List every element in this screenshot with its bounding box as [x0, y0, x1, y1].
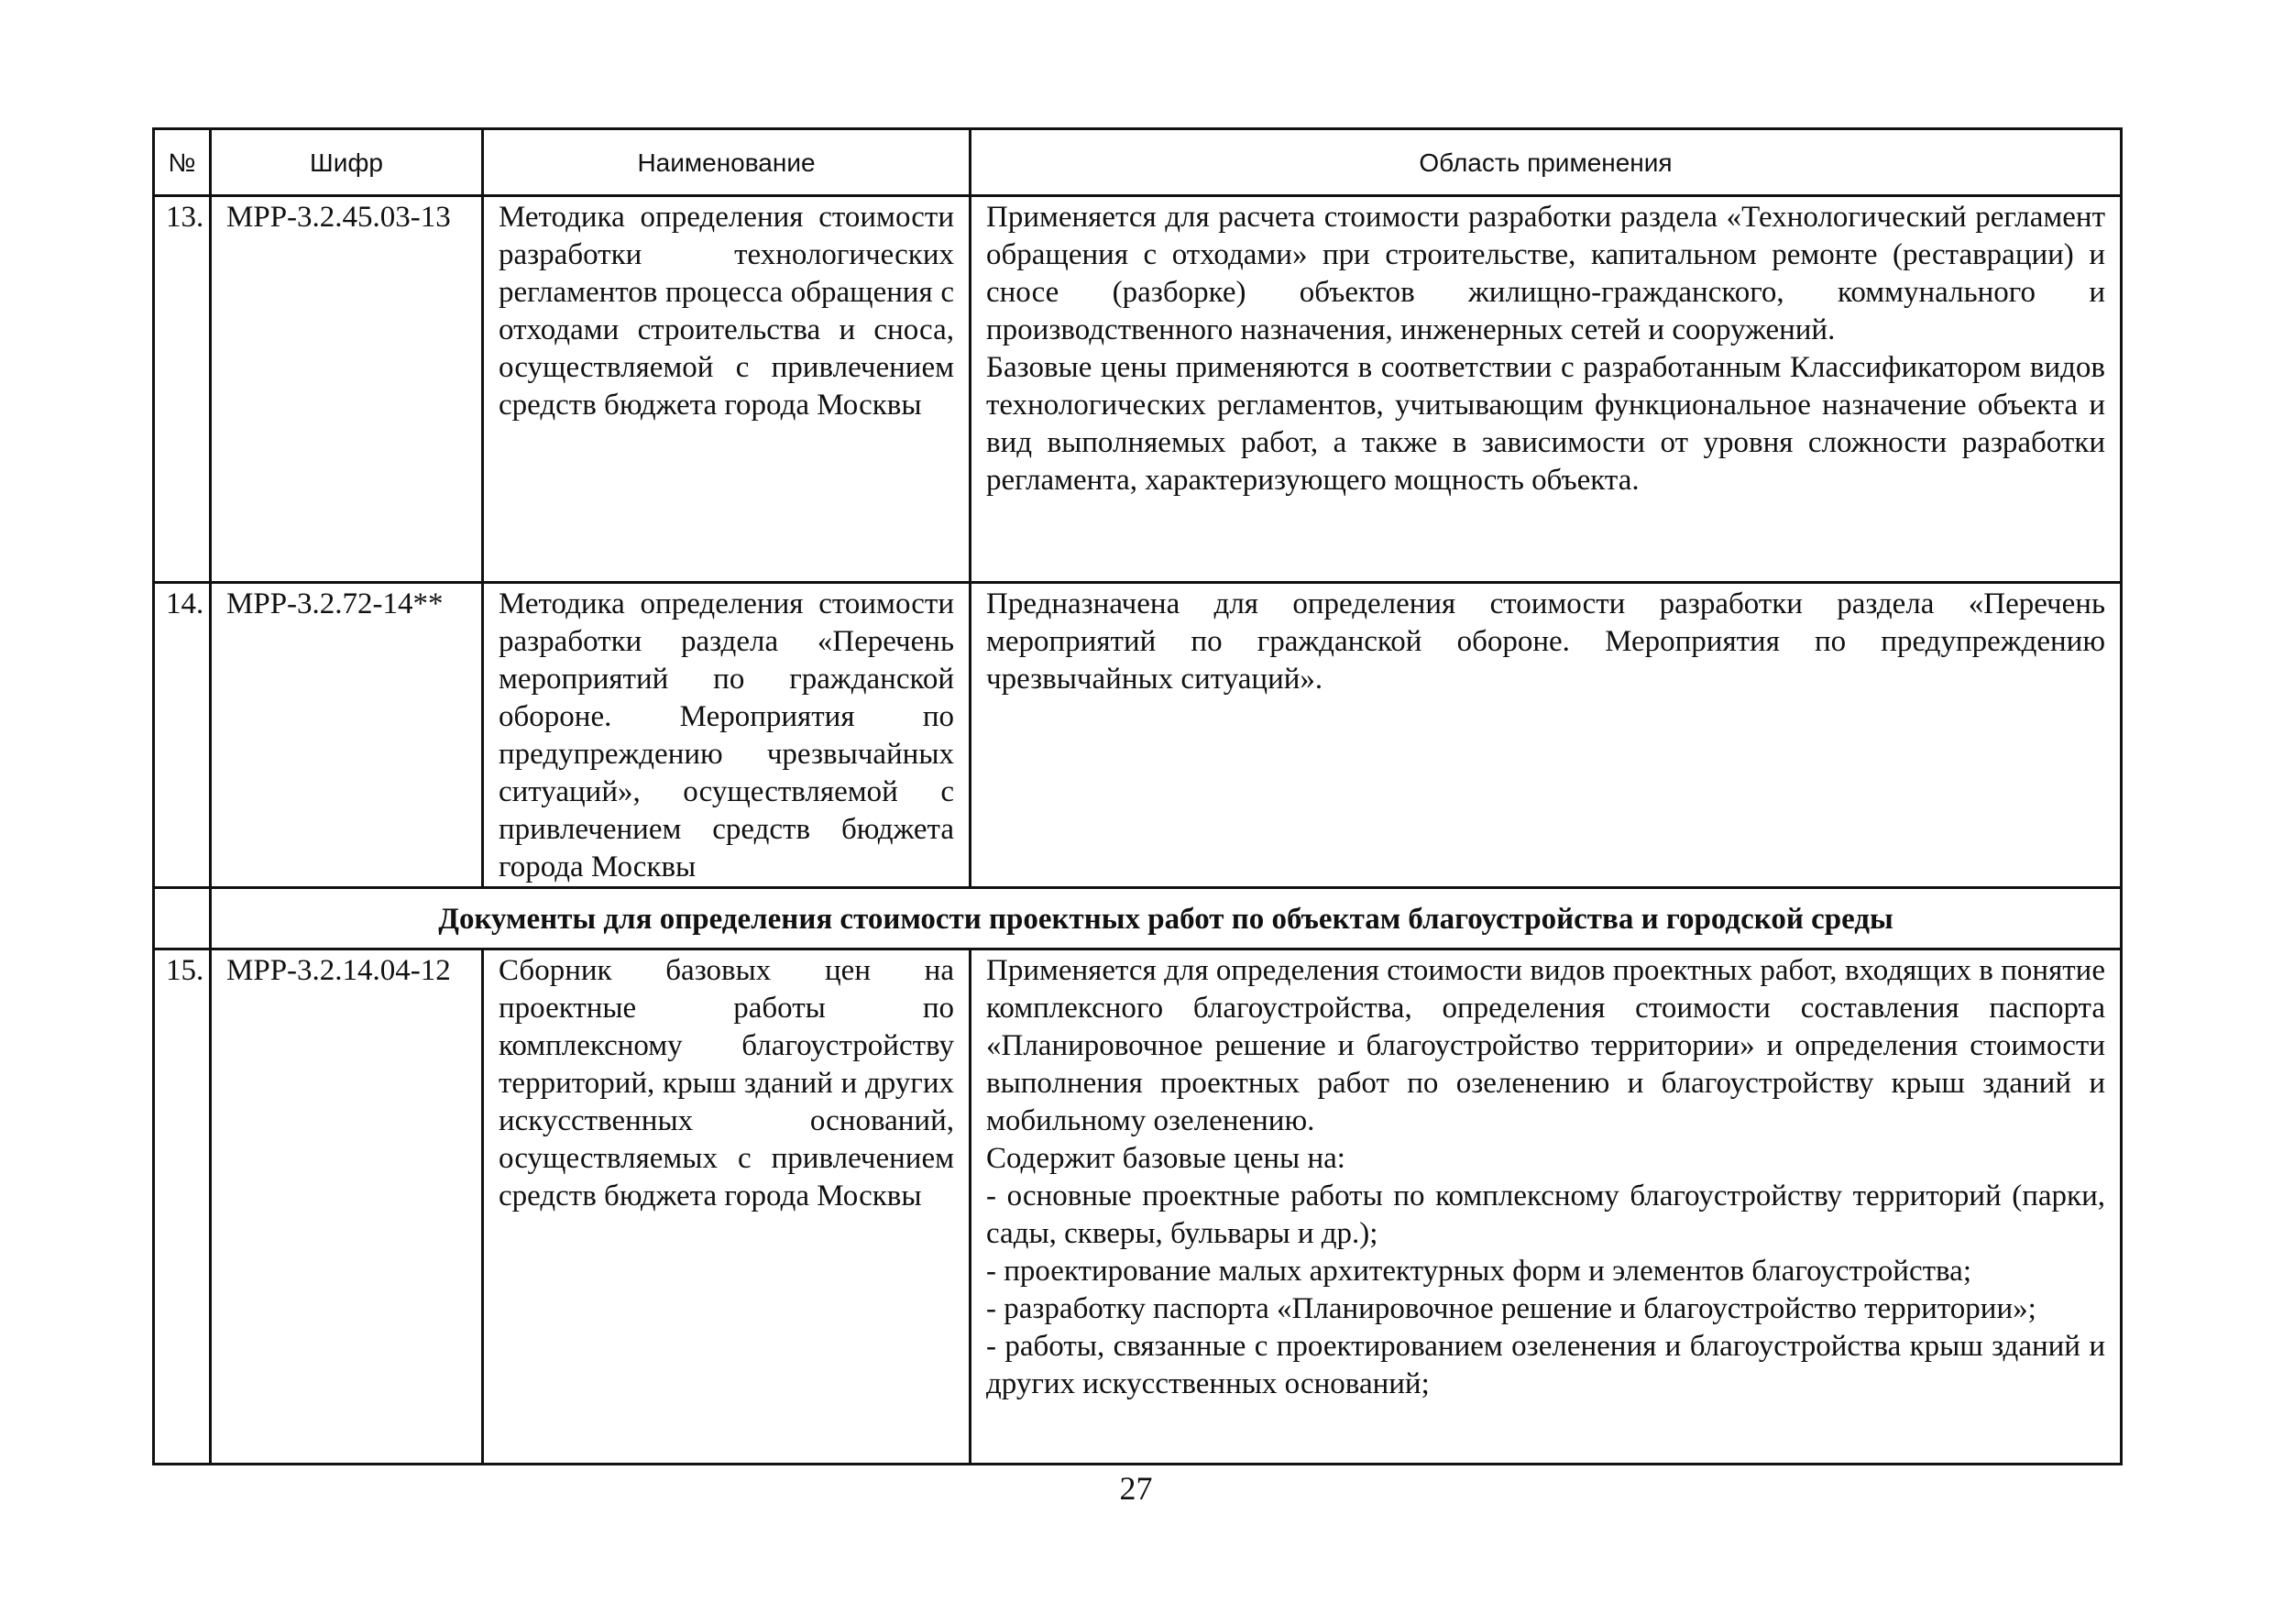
row-scope: [971, 583, 2122, 888]
row-name: Методика определения стоимости разработки технологических регламентов процесса обращения с отходами строительства и сноса, осуществляемой с привлечением средств бюджета города Москвы: [483, 196, 971, 583]
scope-list-item: - проектирование малых архитектурных форм и элементов благоустройства;: [986, 1255, 1971, 1288]
row-code: МРР-3.2.14.04-12: [211, 949, 483, 1465]
table-row-15: [154, 949, 2122, 1465]
scope-paragraph: Применяется для расчета стоимости разработки раздела «Технологический регламент обращения с отходами» при строительстве, капитальном ремонте (реставрации) и сносе (разборке) объектов жилищно-гражданского, коммунального и производственного назначения, инженерных сетей и сооружений.: [986, 201, 2105, 346]
row-number: 14.: [154, 583, 211, 888]
row-number: 13.: [154, 196, 211, 583]
document-table: [152, 127, 2123, 1465]
table-row-13: [154, 196, 2122, 583]
header-name: Наименование: [483, 129, 971, 196]
header-scope: Область применения: [971, 129, 2122, 196]
scope-paragraph: Предназначена для определения стоимости разработки раздела «Перечень мероприятий по гражданской обороне. Мероприятия по предупреждению чрезвычайных ситуаций».: [986, 587, 2105, 696]
table-header-row: [154, 129, 2122, 196]
scope-paragraph: Содержит базовые цены на:: [986, 1142, 1345, 1175]
row-name: Методика определения стоимости разработки раздела «Перечень мероприятий по гражданской обороне. Мероприятия по предупреждению чрезвычайных ситуаций», осуществляемой с привлечением средств бюджета города Москвы: [483, 583, 971, 888]
scope-list-item: - основные проектные работы по комплексному благоустройству территорий (парки, сады, скверы, бульвары и др.);: [986, 1180, 2105, 1250]
header-number: №: [154, 129, 211, 196]
row-scope: [971, 949, 2122, 1465]
row-name: Сборник базовых цен на проектные работы по комплексному благоустройству территорий, крыш зданий и других искусственных оснований, осуществляемых с привлечением средств бюджета города Москвы: [483, 949, 971, 1465]
page-number: 27: [1119, 1470, 1153, 1507]
scope-paragraph: Базовые цены применяются в соответствии с разработанным Классификатором видов технологических регламентов, учитывающим функциональное назначение объекта и вид выполняемых работ, а также в зависимости от уровня сложности разработки регламента, характеризующего мощность объекта.: [986, 351, 2105, 497]
header-code: Шифр: [211, 129, 483, 196]
section-empty-cell: [154, 888, 211, 949]
scope-paragraph: Применяется для определения стоимости видов проектных работ, входящих в понятие комплексного благоустройства, определения стоимости составления паспорта «Планировочное решение и благоустройство территории» и определения стоимости выполнения проектных работ по озеленению и благоустройству крыш зданий и мобильному озеленению.: [986, 954, 2105, 1137]
section-heading-row: [154, 888, 2122, 949]
row-code: МРР-3.2.72-14**: [211, 583, 483, 888]
row-number: 15.: [154, 949, 211, 1465]
table-row-14: [154, 583, 2122, 888]
scope-list-item: - разработку паспорта «Планировочное решение и благоустройство территории»;: [986, 1292, 2036, 1325]
scope-list-item: - работы, связанные с проектированием озеленения и благоустройства крыш зданий и других искусственных оснований;: [986, 1330, 2105, 1400]
row-code: МРР-3.2.45.03-13: [211, 196, 483, 583]
section-title: Документы для определения стоимости проектных работ по объектам благоустройства и городской среды: [211, 888, 2122, 949]
row-scope: [971, 196, 2122, 583]
